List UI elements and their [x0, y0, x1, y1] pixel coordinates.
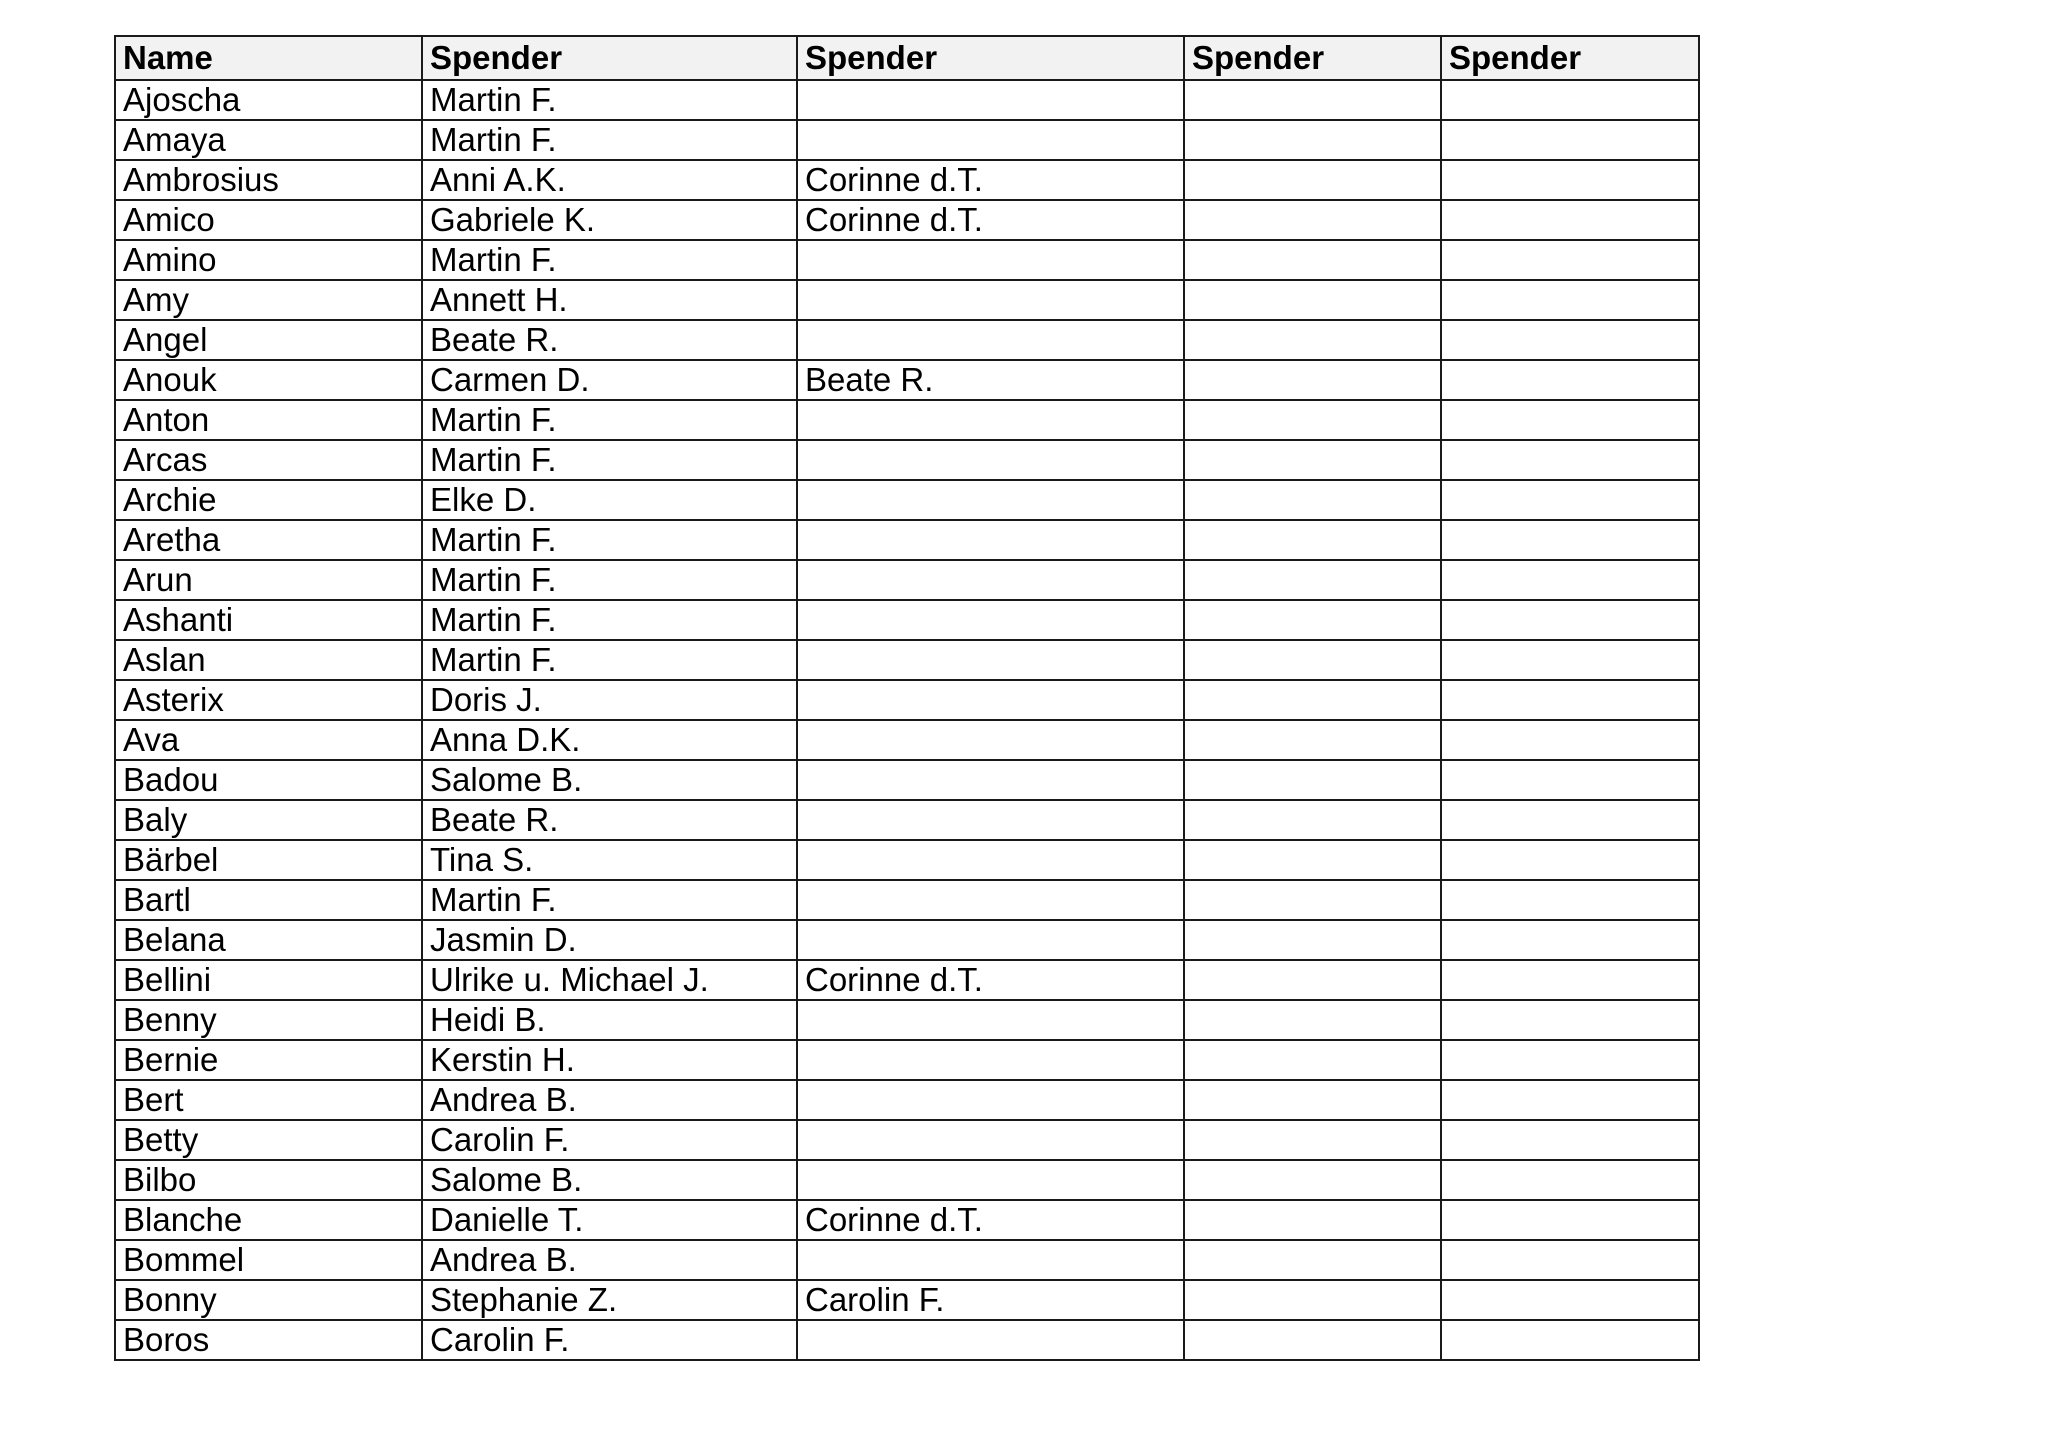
name-cell: Asterix — [115, 680, 422, 720]
spender-4-cell — [1441, 160, 1699, 200]
table-row — [115, 1160, 1699, 1200]
spender-4-cell — [1441, 960, 1699, 1000]
name-cell: Amy — [115, 280, 422, 320]
spender-2-cell — [797, 1000, 1184, 1040]
table-row — [115, 1280, 1699, 1320]
spender-2-cell — [797, 80, 1184, 120]
spender-2-cell — [797, 880, 1184, 920]
table-row — [115, 520, 1699, 560]
spender-1-cell: Salome B. — [422, 760, 797, 800]
spender-1-cell: Martin F. — [422, 520, 797, 560]
spender-3-cell — [1184, 320, 1441, 360]
spender-1-cell: Beate R. — [422, 320, 797, 360]
spender-1-cell: Gabriele K. — [422, 200, 797, 240]
spender-3-cell — [1184, 1240, 1441, 1280]
table-row — [115, 680, 1699, 720]
column-header-spender-1: Spender — [422, 36, 797, 80]
spender-2-cell — [797, 240, 1184, 280]
spender-2-cell — [797, 440, 1184, 480]
spender-table — [114, 35, 1700, 1361]
name-cell: Aslan — [115, 640, 422, 680]
spender-3-cell — [1184, 560, 1441, 600]
spender-2-cell — [797, 560, 1184, 600]
spender-3-cell — [1184, 120, 1441, 160]
name-cell: Baly — [115, 800, 422, 840]
spender-2-cell — [797, 320, 1184, 360]
name-cell: Amino — [115, 240, 422, 280]
spender-2-cell — [797, 600, 1184, 640]
spender-2-cell: Corinne d.T. — [797, 160, 1184, 200]
name-cell: Ajoscha — [115, 80, 422, 120]
name-cell: Bellini — [115, 960, 422, 1000]
spender-2-cell — [797, 1120, 1184, 1160]
table-row — [115, 640, 1699, 680]
spender-4-cell — [1441, 520, 1699, 560]
table-row — [115, 320, 1699, 360]
spender-2-cell — [797, 120, 1184, 160]
table-row — [115, 1000, 1699, 1040]
spender-3-cell — [1184, 960, 1441, 1000]
spender-4-cell — [1441, 1160, 1699, 1200]
spender-1-cell: Salome B. — [422, 1160, 797, 1200]
spender-1-cell: Elke D. — [422, 480, 797, 520]
table-row — [115, 1040, 1699, 1080]
table-row — [115, 200, 1699, 240]
spender-3-cell — [1184, 1120, 1441, 1160]
name-cell: Bartl — [115, 880, 422, 920]
spender-1-cell: Martin F. — [422, 400, 797, 440]
spender-1-cell: Andrea B. — [422, 1240, 797, 1280]
spender-4-cell — [1441, 1320, 1699, 1360]
spender-1-cell: Martin F. — [422, 600, 797, 640]
table-row — [115, 1200, 1699, 1240]
spender-1-cell: Doris J. — [422, 680, 797, 720]
name-cell: Bernie — [115, 1040, 422, 1080]
spender-3-cell — [1184, 80, 1441, 120]
name-cell: Boros — [115, 1320, 422, 1360]
spender-1-cell: Carolin F. — [422, 1320, 797, 1360]
spender-1-cell: Martin F. — [422, 560, 797, 600]
spender-2-cell — [797, 400, 1184, 440]
column-header-spender-2: Spender — [797, 36, 1184, 80]
spender-3-cell — [1184, 520, 1441, 560]
spender-3-cell — [1184, 1040, 1441, 1080]
spender-4-cell — [1441, 680, 1699, 720]
header-row — [115, 36, 1699, 80]
spender-3-cell — [1184, 680, 1441, 720]
spender-4-cell — [1441, 920, 1699, 960]
name-cell: Archie — [115, 480, 422, 520]
name-cell: Betty — [115, 1120, 422, 1160]
spender-2-cell: Carolin F. — [797, 1280, 1184, 1320]
spender-3-cell — [1184, 360, 1441, 400]
spender-1-cell: Martin F. — [422, 240, 797, 280]
column-header-spender-4: Spender — [1441, 36, 1699, 80]
name-cell: Ava — [115, 720, 422, 760]
spender-3-cell — [1184, 1080, 1441, 1120]
spender-4-cell — [1441, 360, 1699, 400]
table-row — [115, 1080, 1699, 1120]
spender-2-cell — [797, 680, 1184, 720]
name-cell: Blanche — [115, 1200, 422, 1240]
spender-2-cell — [797, 840, 1184, 880]
spender-2-cell — [797, 1320, 1184, 1360]
table-row — [115, 960, 1699, 1000]
name-cell: Aretha — [115, 520, 422, 560]
name-cell: Arcas — [115, 440, 422, 480]
table-row — [115, 360, 1699, 400]
spender-1-cell: Annett H. — [422, 280, 797, 320]
spender-1-cell: Anni A.K. — [422, 160, 797, 200]
spender-1-cell: Martin F. — [422, 640, 797, 680]
name-cell: Ambrosius — [115, 160, 422, 200]
spender-4-cell — [1441, 1000, 1699, 1040]
column-header-name: Name — [115, 36, 422, 80]
spender-1-cell: Tina S. — [422, 840, 797, 880]
spender-3-cell — [1184, 160, 1441, 200]
spender-3-cell — [1184, 480, 1441, 520]
name-cell: Anton — [115, 400, 422, 440]
name-cell: Amico — [115, 200, 422, 240]
table-row — [115, 840, 1699, 880]
spender-4-cell — [1441, 200, 1699, 240]
spender-2-cell — [797, 280, 1184, 320]
spender-3-cell — [1184, 200, 1441, 240]
spender-4-cell — [1441, 280, 1699, 320]
spender-2-cell — [797, 1080, 1184, 1120]
spender-1-cell: Martin F. — [422, 120, 797, 160]
spender-1-cell: Martin F. — [422, 80, 797, 120]
table-row — [115, 1320, 1699, 1360]
spender-2-cell: Corinne d.T. — [797, 200, 1184, 240]
spender-3-cell — [1184, 1000, 1441, 1040]
spender-3-cell — [1184, 400, 1441, 440]
spender-4-cell — [1441, 640, 1699, 680]
table-row — [115, 480, 1699, 520]
spender-4-cell — [1441, 440, 1699, 480]
spender-1-cell: Beate R. — [422, 800, 797, 840]
spender-4-cell — [1441, 760, 1699, 800]
spender-1-cell: Martin F. — [422, 440, 797, 480]
spender-3-cell — [1184, 1320, 1441, 1360]
name-cell: Bilbo — [115, 1160, 422, 1200]
name-cell: Amaya — [115, 120, 422, 160]
name-cell: Badou — [115, 760, 422, 800]
table-row — [115, 240, 1699, 280]
spender-2-cell — [797, 520, 1184, 560]
spender-1-cell: Danielle T. — [422, 1200, 797, 1240]
name-cell: Anouk — [115, 360, 422, 400]
name-cell: Bert — [115, 1080, 422, 1120]
spender-1-cell: Heidi B. — [422, 1000, 797, 1040]
table-row — [115, 560, 1699, 600]
spender-2-cell — [797, 720, 1184, 760]
spender-4-cell — [1441, 400, 1699, 440]
name-cell: Benny — [115, 1000, 422, 1040]
spender-3-cell — [1184, 1200, 1441, 1240]
spender-1-cell: Anna D.K. — [422, 720, 797, 760]
spender-4-cell — [1441, 240, 1699, 280]
spender-2-cell — [797, 640, 1184, 680]
spender-2-cell — [797, 1160, 1184, 1200]
spender-1-cell: Andrea B. — [422, 1080, 797, 1120]
table-row — [115, 600, 1699, 640]
table-row — [115, 400, 1699, 440]
spender-4-cell — [1441, 800, 1699, 840]
column-header-spender-3: Spender — [1184, 36, 1441, 80]
spender-4-cell — [1441, 560, 1699, 600]
spender-1-cell: Ulrike u. Michael J. — [422, 960, 797, 1000]
spender-2-cell — [797, 1040, 1184, 1080]
spender-4-cell — [1441, 840, 1699, 880]
spender-2-cell: Beate R. — [797, 360, 1184, 400]
table-row — [115, 1240, 1699, 1280]
spender-3-cell — [1184, 720, 1441, 760]
table-row — [115, 160, 1699, 200]
spender-2-cell — [797, 920, 1184, 960]
spender-3-cell — [1184, 800, 1441, 840]
table-body — [115, 80, 1699, 1360]
spender-2-cell — [797, 760, 1184, 800]
spender-3-cell — [1184, 240, 1441, 280]
spender-2-cell — [797, 1240, 1184, 1280]
spender-2-cell — [797, 480, 1184, 520]
spender-3-cell — [1184, 1280, 1441, 1320]
spender-2-cell: Corinne d.T. — [797, 960, 1184, 1000]
spender-3-cell — [1184, 440, 1441, 480]
table-row — [115, 80, 1699, 120]
table-row — [115, 280, 1699, 320]
table-row — [115, 440, 1699, 480]
spender-3-cell — [1184, 760, 1441, 800]
spender-3-cell — [1184, 280, 1441, 320]
spender-1-cell: Carmen D. — [422, 360, 797, 400]
spender-4-cell — [1441, 80, 1699, 120]
spender-4-cell — [1441, 1200, 1699, 1240]
spender-2-cell: Corinne d.T. — [797, 1200, 1184, 1240]
spender-3-cell — [1184, 880, 1441, 920]
spender-3-cell — [1184, 1160, 1441, 1200]
spender-1-cell: Carolin F. — [422, 1120, 797, 1160]
spender-4-cell — [1441, 120, 1699, 160]
spender-1-cell: Kerstin H. — [422, 1040, 797, 1080]
spender-4-cell — [1441, 1120, 1699, 1160]
spender-1-cell: Jasmin D. — [422, 920, 797, 960]
name-cell: Arun — [115, 560, 422, 600]
name-cell: Bärbel — [115, 840, 422, 880]
spender-3-cell — [1184, 920, 1441, 960]
spender-1-cell: Martin F. — [422, 880, 797, 920]
name-cell: Bonny — [115, 1280, 422, 1320]
spender-2-cell — [797, 800, 1184, 840]
spender-4-cell — [1441, 320, 1699, 360]
table-row — [115, 880, 1699, 920]
spender-4-cell — [1441, 880, 1699, 920]
spender-4-cell — [1441, 1280, 1699, 1320]
spender-4-cell — [1441, 1040, 1699, 1080]
spender-4-cell — [1441, 480, 1699, 520]
name-cell: Ashanti — [115, 600, 422, 640]
spender-4-cell — [1441, 600, 1699, 640]
table-row — [115, 760, 1699, 800]
spender-3-cell — [1184, 840, 1441, 880]
table-row — [115, 800, 1699, 840]
table-row — [115, 1120, 1699, 1160]
table-row — [115, 120, 1699, 160]
spender-4-cell — [1441, 1080, 1699, 1120]
spender-3-cell — [1184, 640, 1441, 680]
table-row — [115, 920, 1699, 960]
spender-4-cell — [1441, 720, 1699, 760]
table-row — [115, 720, 1699, 760]
spender-3-cell — [1184, 600, 1441, 640]
spender-1-cell: Stephanie Z. — [422, 1280, 797, 1320]
name-cell: Angel — [115, 320, 422, 360]
spender-4-cell — [1441, 1240, 1699, 1280]
name-cell: Belana — [115, 920, 422, 960]
name-cell: Bommel — [115, 1240, 422, 1280]
